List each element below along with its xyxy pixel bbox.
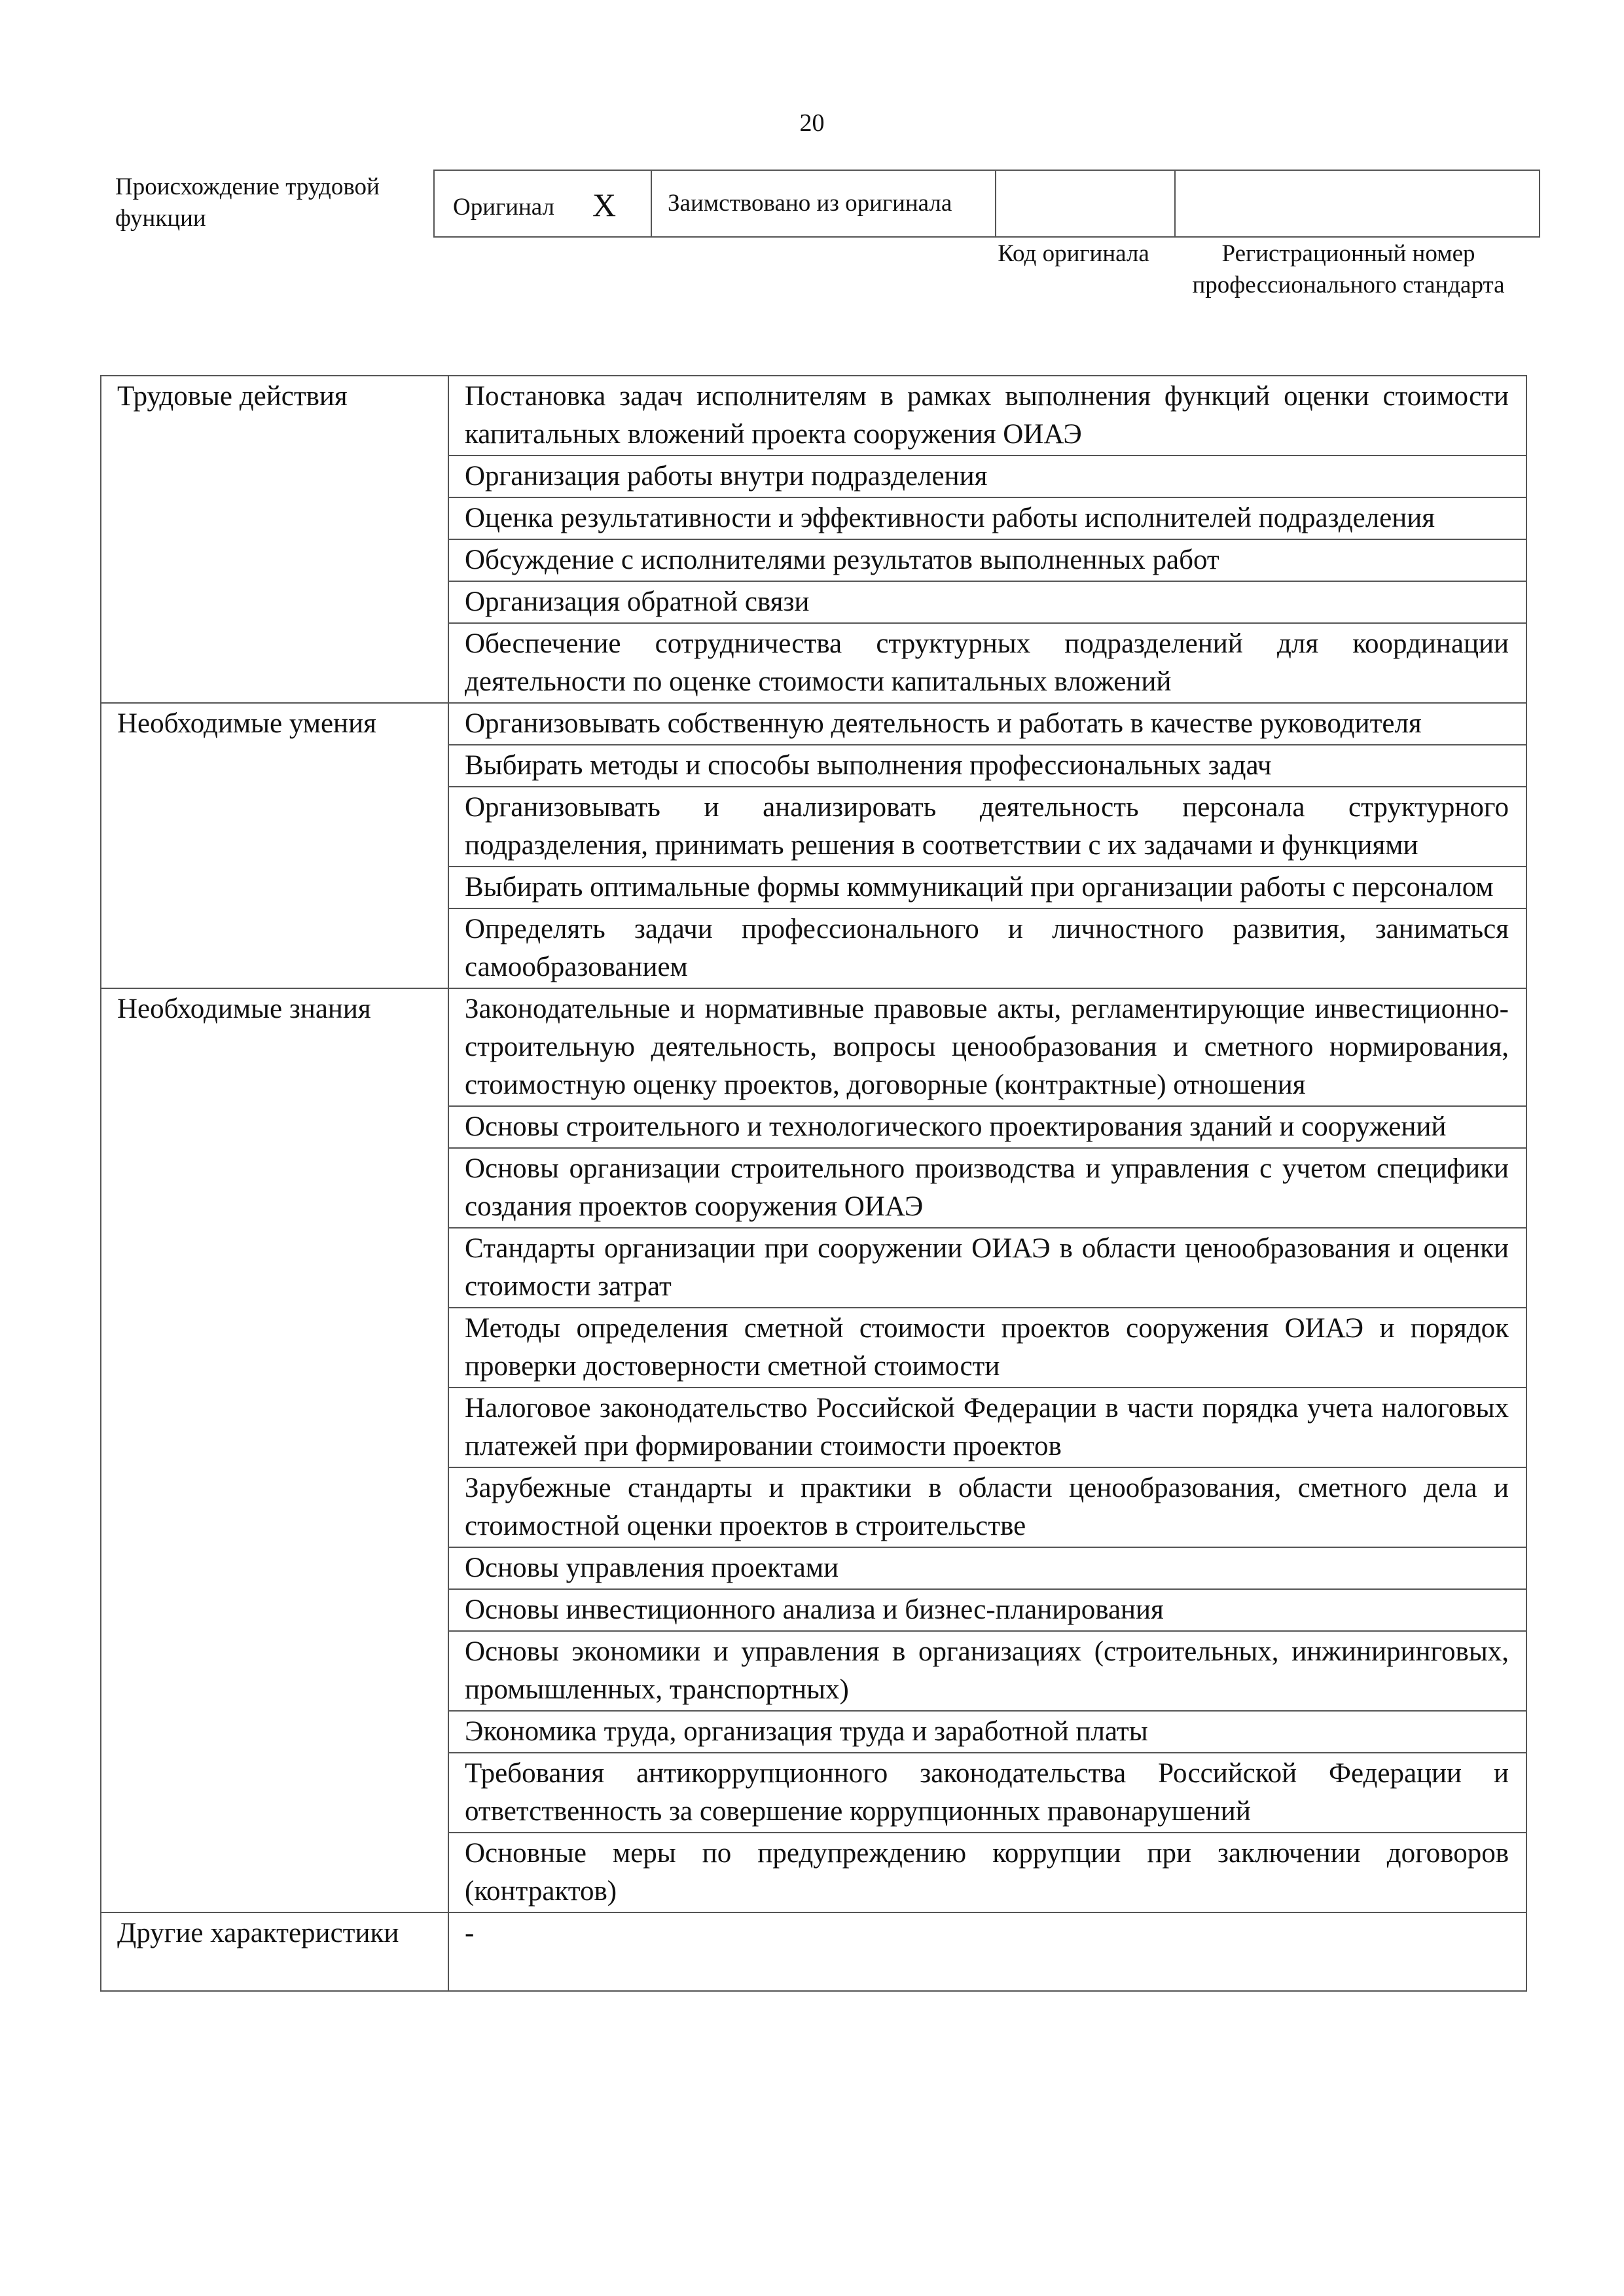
list-item: Зарубежные стандарты и практики в области ценообразования, сметного дела и стоимостной оценки проектов в строительстве — [449, 1468, 1526, 1548]
list-item: Организовывать и анализировать деятельность персонала структурного подразделения, принимать решения в соответствии с их задачами и функциями — [449, 787, 1526, 867]
registration-number-cell — [1175, 170, 1540, 237]
original-mark: X — [592, 187, 617, 223]
section-items — [448, 988, 1526, 1912]
list-item: Основы организации строительного производства и управления с учетом специфики создания проектов сооружения ОИАЭ — [449, 1149, 1526, 1229]
original-code-caption: Код оригинала — [998, 240, 1149, 267]
list-item: Обеспечение сотрудничества структурных подразделений для координации деятельности по оценке стоимости капитальных вложений — [465, 628, 1509, 697]
list-item: Оценка результативности и эффективности работы исполнителей подразделения — [449, 498, 1526, 540]
list-item: Определять задачи профессионального и личностного развития, заниматься самообразованием — [465, 914, 1509, 982]
list-item: Основные меры по предупреждению коррупции при заключении договоров (контрактов) — [465, 1838, 1509, 1907]
section-items — [448, 703, 1526, 988]
list-item: Экономика труда, организация труда и заработной платы — [449, 1712, 1526, 1753]
section-items — [448, 376, 1526, 703]
section-labor-actions — [101, 376, 1526, 703]
list-item: Основы инвестиционного анализа и бизнес-планирования — [449, 1590, 1526, 1632]
list-item: - — [465, 1918, 475, 1948]
registration-number-caption: Регистрационный номер профессионального стандарта — [1192, 240, 1505, 298]
list-item: Обсуждение с исполнителями результатов выполненных работ — [449, 540, 1526, 582]
section-required-knowledge — [101, 988, 1526, 1912]
section-title: Трудовые действия — [101, 376, 448, 703]
list-item: Основы управления проектами — [449, 1548, 1526, 1590]
original-code-cell — [996, 170, 1175, 237]
section-required-skills — [101, 703, 1526, 988]
origin-label: Происхождение трудовой функции — [115, 173, 380, 232]
list-item: Организовывать собственную деятельность и работать в качестве руководителя — [449, 704, 1526, 745]
original-label: Оригинал — [453, 194, 555, 221]
function-details-table — [100, 375, 1527, 1992]
list-item: Выбирать оптимальные формы коммуникаций при организации работы с персоналом — [449, 867, 1526, 909]
origin-original-cell — [434, 170, 651, 237]
section-title: Необходимые знания — [101, 988, 448, 1912]
list-item: Организация обратной связи — [449, 582, 1526, 624]
list-item: Основы строительного и технологического проектирования зданий и сооружений — [449, 1107, 1526, 1149]
list-item: Налоговое законодательство Российской Федерации в части порядка учета налоговых платежей при формировании стоимости проектов — [449, 1388, 1526, 1468]
borrowed-label: Заимствовано из оригинала — [651, 170, 996, 237]
origin-table — [433, 170, 1540, 238]
list-item: Методы определения сметной стоимости проектов сооружения ОИАЭ и порядок проверки достоверности сметной стоимости — [449, 1308, 1526, 1388]
section-title: Необходимые умения — [101, 703, 448, 988]
section-other-characteristics — [101, 1912, 1526, 1991]
list-item: Стандарты организации при сооружении ОИАЭ в области ценообразования и оценки стоимости затрат — [449, 1229, 1526, 1308]
page-number: 20 — [799, 109, 825, 137]
section-title: Другие характеристики — [101, 1912, 448, 1991]
list-item: Основы экономики и управления в организациях (строительных, инжиниринговых, промышленных, транспортных) — [449, 1632, 1526, 1712]
section-items — [448, 1912, 1526, 1991]
list-item: Выбирать методы и способы выполнения профессиональных задач — [449, 745, 1526, 787]
list-item: Законодательные и нормативные правовые акты, регламентирующие инвестиционно-строительную деятельность, вопросы ценообразования и сметного нормирования, стоимостную оценку проектов, договорные (контрактные) отношения — [449, 989, 1526, 1107]
list-item: Организация работы внутри подразделения — [449, 456, 1526, 498]
list-item: Требования антикоррупционного законодательства Российской Федерации и ответственность за совершение коррупционных правонарушений — [449, 1753, 1526, 1833]
list-item: Постановка задач исполнителям в рамках выполнения функций оценки стоимости капитальных вложений проекта сооружения ОИАЭ — [449, 376, 1526, 456]
